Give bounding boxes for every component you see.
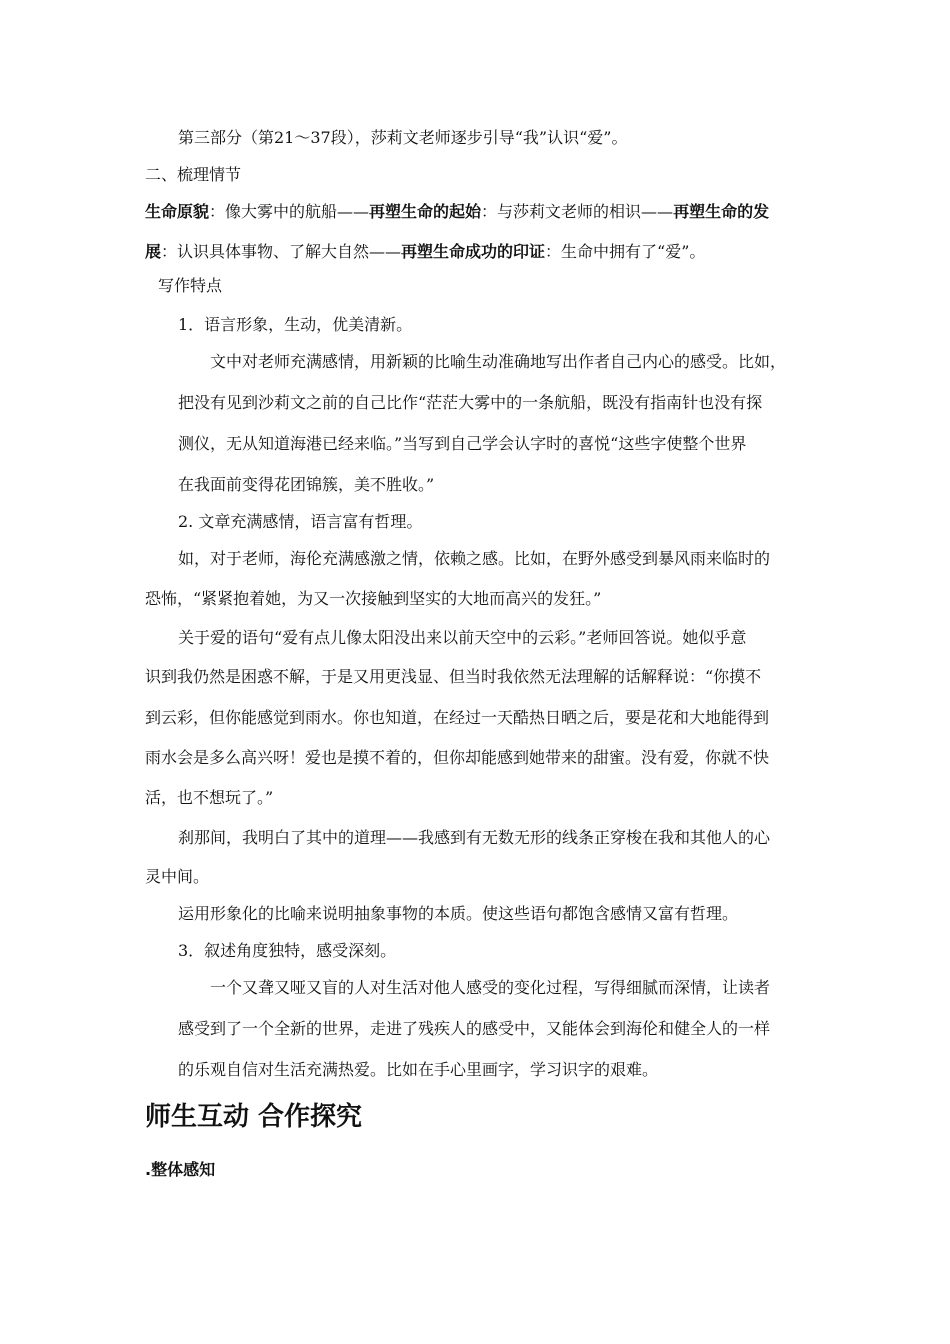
part3-text: 第三部分（第21～37段），莎莉文老师逐步引导“我”认识“爱”。 [178, 128, 628, 147]
plot-desc: ：像大雾中的航船—— [209, 202, 370, 221]
section-heading: 师生互动 合作探究 [145, 1102, 363, 1132]
writing-heading: 写作特点 [158, 276, 223, 295]
plot-line-2 [145, 242, 705, 262]
plot-term: 再塑生命的发 [673, 202, 770, 221]
item2-line: 关于爱的语句“爱有点儿像太阳没出来以前天空中的云彩。”老师回答说。她似乎意 [178, 628, 747, 647]
section2-heading: 二、梳理情节 [145, 165, 242, 184]
plot-term: 再塑生命成功的印证 [401, 242, 546, 261]
subsection-heading: .整体感知 [145, 1160, 216, 1179]
plot-desc: ：生命中拥有了“爱”。 [545, 242, 706, 261]
item2-line: 如，对于老师，海伦充满感激之情，依赖之感。比如，在野外感受到暴风雨来临时的 [178, 549, 771, 568]
item2-line: 雨水会是多么高兴呀！爱也是摸不着的，但你却能感到她带来的甜蜜。没有爱，你就不快 [145, 748, 770, 767]
item1-title: 1．语言形象，生动，优美清新。 [178, 315, 413, 334]
item2-line: 识到我仍然是困惑不解，于是又用更浅显、但当时我依然无法理解的话解释说：“你摸不 [145, 667, 762, 686]
item2-line: 灵中间。 [145, 867, 210, 886]
plot-desc: ：认识具体事物、了解大自然—— [161, 242, 402, 261]
plot-term: 生命原貌 [145, 202, 210, 221]
plot-term: 再塑生命的起始 [369, 202, 482, 221]
item3-line: 一个又聋又哑又盲的人对生活对他人感受的变化过程，写得细腻而深情，让读者 [210, 978, 771, 997]
plot-line-1 [145, 202, 769, 222]
item2-line: 刹那间，我明白了其中的道理——我感到有无数无形的线条正穿梭在我和其他人的心 [178, 828, 771, 847]
item2-line: 运用形象化的比喻来说明抽象事物的本质。使这些语句都饱含感情又富有哲理。 [178, 904, 739, 923]
item2-line: 活，也不想玩了。” [145, 788, 274, 807]
item2-line: 到云彩，但你能感觉到雨水。你也知道，在经过一天酷热日晒之后，要是花和大地能得到 [145, 708, 770, 727]
item1-line: 把没有见到沙莉文之前的自己比作“茫茫大雾中的一条航船，既没有指南针也没有探 [178, 393, 763, 412]
plot-desc: ：与莎莉文老师的相识—— [481, 202, 674, 221]
item2-line: 恐怖，“紧紧抱着她，为又一次接触到坚实的大地而高兴的发狂。” [145, 589, 602, 608]
item2-title: 2. 文章充满感情，语言富有哲理。 [178, 512, 423, 531]
item3-line: 感受到了一个全新的世界，走进了残疾人的感受中，又能体会到海伦和健全人的一样 [178, 1019, 771, 1038]
item1-line: 在我面前变得花团锦簇，美不胜收。” [178, 475, 435, 494]
item1-line: 测仪，无从知道海港已经来临。”当写到自己学会认字时的喜悦“这些字使整个世界 [178, 434, 747, 453]
item1-line: 文中对老师充满感情，用新颖的比喻生动准确地写出作者自己内心的感受。比如， [210, 352, 787, 371]
item3-line: 的乐观自信对生活充满热爱。比如在手心里画字，学习识字的艰难。 [178, 1060, 659, 1079]
plot-term: 展 [145, 242, 162, 261]
item3-title: 3．叙述角度独特，感受深刻。 [178, 941, 397, 960]
